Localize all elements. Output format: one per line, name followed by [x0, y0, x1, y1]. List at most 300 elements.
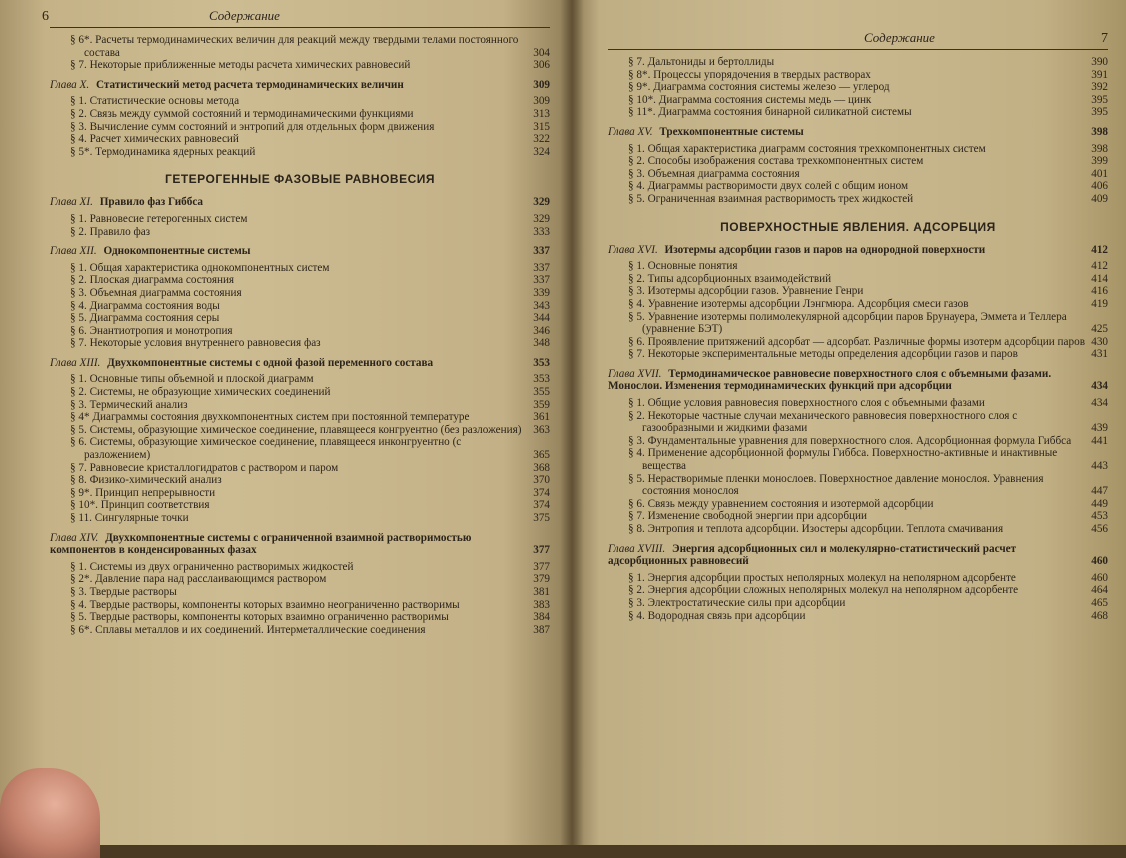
- section-mark: § 4.: [628, 609, 645, 622]
- entry-text: Вычисление сумм состояний и энтропий для отдельных форм движения: [89, 120, 435, 133]
- section-mark: § 1.: [628, 260, 645, 273]
- page-ref: 383: [533, 598, 550, 611]
- entry-title: [50, 573, 528, 586]
- section-entry: [50, 146, 550, 159]
- chapter-label: Глава XIII.: [50, 356, 101, 369]
- entry-text: Изотермы адсорбции газов и паров на однородной поверхности: [664, 243, 986, 256]
- page-ref: 419: [1091, 297, 1108, 310]
- page-number: 7: [1101, 31, 1108, 46]
- page-ref: 412: [1091, 243, 1108, 256]
- entry-text: Общая характеристика однокомпонентных систем: [89, 261, 330, 274]
- entry-title: [608, 473, 1086, 498]
- section-mark: § 10*.: [70, 499, 98, 512]
- page-ref: 441: [1091, 434, 1108, 447]
- page-ref: 343: [533, 299, 550, 312]
- page-ref: 309: [533, 78, 550, 91]
- entry-text: Водородная связь при адсорбции: [647, 609, 806, 622]
- section-mark: § 7.: [628, 348, 645, 361]
- page-ref: 406: [1091, 180, 1108, 193]
- section-entry: [50, 399, 550, 412]
- entry-text: Некоторые условия внутреннего равновесия фаз: [89, 337, 321, 350]
- section-mark: § 1.: [70, 560, 87, 573]
- page-ref: 399: [1091, 155, 1108, 168]
- entry-text: Статистический метод расчета термодинамических величин: [95, 78, 404, 91]
- toc-list: [50, 34, 550, 636]
- section-entry: [608, 510, 1108, 523]
- page-ref: 322: [533, 133, 550, 146]
- chapter-entry: [50, 245, 550, 258]
- page-ref: 401: [1091, 167, 1108, 180]
- chapter-label: Глава XVI.: [608, 243, 658, 256]
- page-ref: 447: [1091, 485, 1108, 498]
- entry-title: [50, 357, 528, 370]
- chapter-entry: [608, 368, 1108, 393]
- entry-title: [608, 285, 1086, 298]
- section-entry: [50, 586, 550, 599]
- chapter-entry: [50, 196, 550, 209]
- entry-title: [50, 462, 528, 475]
- section-mark: § 6.: [628, 497, 645, 510]
- section-mark: § 4.: [70, 133, 87, 146]
- section-entry: [50, 573, 550, 586]
- section-mark: § 3.: [628, 434, 645, 447]
- page-ref: 304: [533, 46, 550, 59]
- entry-text: Энтропия и теплота адсорбции. Изостеры адсорбции. Теплота смачивания: [647, 523, 1004, 535]
- section-entry: [608, 180, 1108, 193]
- entry-text: Равновесие гетерогенных систем: [89, 212, 248, 225]
- entry-text: Расчеты термодинамических величин для реакций между твердыми телами постоянного состава: [84, 34, 519, 59]
- entry-title: [608, 244, 1086, 257]
- page-ref: 355: [533, 386, 550, 399]
- running-title: Содержание: [209, 8, 280, 23]
- section-mark: § 2.: [70, 274, 87, 287]
- entry-title: [50, 373, 528, 386]
- entry-text: Двухкомпонентные системы с одной фазой переменного состава: [107, 356, 434, 369]
- entry-text: Принцип соответствия: [100, 499, 210, 512]
- entry-text: Правило фаз: [89, 225, 151, 238]
- section-entry: [50, 325, 550, 338]
- entry-text: Системы, образующие химическое соединение, плавящееся инконгруентно (с разложением): [84, 436, 462, 462]
- entry-text: Диаграмма состояния системы железо — углерод: [653, 81, 890, 94]
- section-mark: § 3.: [628, 167, 645, 180]
- section-mark: § 2*.: [70, 573, 93, 586]
- entry-title: [608, 368, 1086, 393]
- entry-title: [50, 624, 528, 637]
- chapter-label: Глава X.: [50, 78, 90, 91]
- page-ref: 395: [1091, 93, 1108, 106]
- section-entry: [608, 260, 1108, 273]
- section-entry: [608, 435, 1108, 448]
- book-gutter: [560, 0, 584, 845]
- chapter-entry: [50, 357, 550, 370]
- entry-title: [50, 121, 528, 134]
- section-mark: § 5.: [70, 312, 87, 325]
- entry-text: Энергия адсорбции сложных неполярных молекул на неполярном адсорбенте: [647, 584, 1019, 597]
- entry-text: Связь между уравнением состояния и изотермой адсорбции: [647, 497, 934, 510]
- entry-title: [608, 298, 1086, 311]
- section-entry: [50, 226, 550, 239]
- entry-text: Типы адсорбционных взаимодействий: [647, 272, 832, 285]
- entry-text: Объемная диаграмма состояния: [647, 167, 800, 180]
- entry-title: [50, 79, 528, 92]
- section-mark: § 1.: [70, 261, 87, 274]
- entry-title: [608, 498, 1086, 511]
- entry-text: Основные типы объемной и плоской диаграмм: [89, 373, 314, 386]
- page-ref: 339: [533, 286, 550, 299]
- page-ref: 449: [1091, 497, 1108, 510]
- chapter-label: Глава XIV.: [50, 531, 99, 544]
- entry-text: Применение адсорбционной формулы Гиббса. Поверхностно-активные и инактивные вещества: [642, 447, 1058, 473]
- page-ref: 346: [533, 324, 550, 337]
- entry-text: Системы, образующие химическое соединение, плавящееся конгруентно (без разложения): [89, 423, 522, 436]
- page-ref: 375: [533, 512, 550, 524]
- entry-text: Однокомпонентные системы: [103, 245, 251, 258]
- entry-text: Общая характеристика диаграмм состояния трехкомпонентных систем: [647, 142, 986, 155]
- left-running-head: [42, 8, 550, 28]
- section-mark: § 8.: [70, 474, 87, 487]
- section-mark: § 3.: [70, 120, 87, 133]
- section-entry: [50, 624, 550, 637]
- section-mark: § 7.: [70, 461, 87, 474]
- section-mark: § 3.: [70, 585, 87, 598]
- entry-text: Принцип непрерывности: [95, 486, 216, 499]
- entry-title: [608, 435, 1086, 448]
- entry-title: [608, 610, 1086, 623]
- entry-title: [608, 106, 1086, 119]
- entry-text: Термический анализ: [89, 398, 188, 411]
- page-ref: 412: [1091, 260, 1108, 273]
- page-ref: 430: [1091, 335, 1108, 348]
- section-entry: [50, 287, 550, 300]
- section-entry: [50, 411, 550, 424]
- entry-title: [608, 56, 1086, 69]
- entry-title: [608, 348, 1086, 361]
- section-entry: [608, 155, 1108, 168]
- entry-title: [608, 155, 1086, 168]
- entry-text: Диаграмма состояния воды: [89, 299, 220, 312]
- entry-title: [50, 611, 528, 624]
- section-mark: § 2.: [628, 272, 645, 285]
- section-mark: § 6*.: [70, 34, 93, 46]
- page-ref: 392: [1091, 81, 1108, 94]
- section-entry: [50, 59, 550, 72]
- entry-title: [50, 213, 528, 226]
- entry-text: Системы из двух ограниченно растворимых жидкостей: [89, 560, 354, 573]
- section-entry: [608, 69, 1108, 82]
- page-ref: 353: [533, 373, 550, 386]
- section-entry: [50, 373, 550, 386]
- section-entry: [608, 143, 1108, 156]
- section-mark: § 7.: [628, 56, 645, 68]
- section-mark: § 2.: [628, 409, 645, 422]
- page-ref: 414: [1091, 272, 1108, 285]
- section-mark: § 3.: [70, 286, 87, 299]
- entry-text: Двухкомпонентные системы с ограниченной взаимной растворимостью компонентов в конденсированных фазах: [50, 531, 472, 557]
- section-mark: § 6.: [70, 436, 87, 449]
- entry-title: [608, 260, 1086, 273]
- section-mark: § 7.: [70, 337, 87, 350]
- section-mark: § 2.: [70, 107, 87, 120]
- page-ref: 309: [533, 95, 550, 108]
- entry-text: Уравнение изотермы полимолекулярной адсорбции паров Брунауера, Эммета и Теллера (уравнение БЭТ): [642, 310, 1067, 336]
- page-ref: 324: [533, 145, 550, 158]
- entry-title: [50, 561, 528, 574]
- page-ref: 460: [1091, 571, 1108, 584]
- section-mark: § 11.: [70, 512, 92, 524]
- section-entry: [50, 386, 550, 399]
- entry-text: Некоторые приближенные методы расчета химических равновесий: [89, 59, 411, 72]
- entry-text: Основные понятия: [647, 260, 738, 273]
- page-ref: 329: [533, 196, 550, 209]
- entry-title: [608, 597, 1086, 610]
- section-entry: [608, 523, 1108, 536]
- section-entry: [608, 473, 1108, 498]
- section-mark: § 10*.: [628, 93, 656, 106]
- entry-title: [50, 512, 528, 525]
- page-ref: 456: [1091, 523, 1108, 535]
- section-entry: [608, 584, 1108, 597]
- chapter-entry: [608, 126, 1108, 139]
- entry-title: [50, 245, 528, 258]
- section-entry: [50, 487, 550, 500]
- section-entry: [608, 56, 1108, 69]
- entry-text: Давление пара над расслаивающимся раствором: [95, 573, 327, 586]
- entry-text: Физико-химический анализ: [89, 474, 222, 487]
- chapter-entry: [50, 79, 550, 92]
- section-mark: § 1.: [628, 397, 645, 410]
- section-entry: [50, 213, 550, 226]
- entry-title: [50, 262, 528, 275]
- section-mark: § 6.: [70, 324, 87, 337]
- page-ref: 439: [1091, 422, 1108, 435]
- entry-title: [608, 543, 1086, 568]
- section-mark: § 2.: [628, 155, 645, 168]
- entry-text: Сингулярные точки: [94, 512, 189, 524]
- page-ref: 416: [1091, 285, 1108, 298]
- entry-title: [50, 108, 528, 121]
- section-entry: [608, 311, 1108, 336]
- section-entry: [608, 498, 1108, 511]
- section-mark: § 7.: [628, 510, 645, 523]
- chapter-entry: [50, 532, 550, 557]
- entry-title: [50, 95, 528, 108]
- left-page-content: [42, 8, 550, 636]
- entry-title: [50, 226, 528, 239]
- page-ref: 464: [1091, 584, 1108, 597]
- entry-title: [608, 523, 1086, 536]
- entry-text: Изменение свободной энергии при адсорбции: [647, 510, 867, 523]
- page-ref: 434: [1091, 397, 1108, 410]
- section-mark: § 5.: [70, 423, 87, 436]
- section-entry: [50, 95, 550, 108]
- page-ref: 460: [1091, 555, 1108, 568]
- toc-list: [608, 56, 1108, 622]
- page-ref: 390: [1091, 56, 1108, 68]
- right-page: [572, 0, 1126, 845]
- entry-text: Дальтониды и бертоллиды: [647, 56, 775, 68]
- entry-title: [608, 143, 1086, 156]
- page-ref: 368: [533, 461, 550, 474]
- section-entry: [608, 336, 1108, 349]
- entry-title: [608, 94, 1086, 107]
- entry-title: [608, 447, 1086, 472]
- page-ref: 315: [533, 120, 550, 133]
- entry-text: Электростатические силы при адсорбции: [647, 596, 846, 609]
- section-mark: § 9*.: [70, 486, 93, 499]
- page-ref: 379: [533, 573, 550, 586]
- entry-text: Способы изображения состава трехкомпонентных систем: [647, 155, 924, 168]
- page-ref: 381: [533, 585, 550, 598]
- entry-title: [50, 274, 528, 287]
- entry-title: [50, 474, 528, 487]
- section-mark: § 6*.: [70, 623, 93, 636]
- chapter-label: Глава XVIII.: [608, 542, 666, 555]
- entry-text: Диаграмма состояния системы медь — цинк: [658, 93, 872, 106]
- section-entry: [50, 274, 550, 287]
- entry-title: [50, 599, 528, 612]
- entry-text: Диаграммы растворимости двух солей с общим ионом: [647, 180, 909, 193]
- page-ref: 409: [1091, 192, 1108, 205]
- section-entry: [50, 424, 550, 437]
- page-ref: 333: [533, 225, 550, 238]
- section-entry: [50, 474, 550, 487]
- entry-title: [50, 337, 528, 350]
- page-ref: 398: [1091, 125, 1108, 138]
- entry-title: [50, 487, 528, 500]
- entry-title: [50, 196, 528, 209]
- page-ref: 425: [1091, 323, 1108, 336]
- entry-title: [608, 180, 1086, 193]
- section-entry: [608, 273, 1108, 286]
- section-entry: [608, 610, 1108, 623]
- entry-title: [608, 168, 1086, 181]
- entry-text: Связь между суммой состояний и термодинамическими функциями: [89, 107, 414, 120]
- entry-text: Твердые растворы: [89, 585, 177, 598]
- entry-text: Фундаментальные уравнения для поверхностного слоя. Адсорбционная формула Гиббса: [647, 434, 1072, 447]
- page-ref: 391: [1091, 68, 1108, 81]
- section-entry: [50, 108, 550, 121]
- page-ref: 337: [533, 261, 550, 274]
- entry-text: Трехкомпонентные системы: [659, 125, 804, 138]
- entry-text: Термодинамика ядерных реакций: [95, 145, 256, 158]
- entry-text: Диаграммы состояния двухкомпонентных систем при постоянной температуре: [92, 411, 470, 424]
- section-mark: § 5*.: [70, 145, 93, 158]
- section-mark: § 3.: [70, 398, 87, 411]
- right-page-content: [608, 30, 1108, 622]
- section-entry: [50, 436, 550, 461]
- entry-text: Объемная диаграмма состояния: [89, 286, 242, 299]
- entry-title: [50, 312, 528, 325]
- section-entry: [608, 348, 1108, 361]
- page-ref: 465: [1091, 596, 1108, 609]
- entry-title: [50, 59, 528, 72]
- section-mark: § 8.: [628, 523, 645, 535]
- section-entry: [50, 512, 550, 525]
- section-entry: [50, 34, 550, 59]
- page-ref: 337: [533, 245, 550, 258]
- right-running-head: [608, 30, 1108, 50]
- section-entry: [608, 106, 1108, 119]
- entry-title: [50, 499, 528, 512]
- section-mark: § 4.: [628, 180, 645, 193]
- page-ref: 359: [533, 398, 550, 411]
- entry-text: Энантиотропия и монотропия: [89, 324, 233, 337]
- section-mark: § 2.: [628, 584, 645, 597]
- section-mark: § 3.: [628, 596, 645, 609]
- section-entry: [50, 300, 550, 313]
- section-mark: § 1.: [70, 95, 87, 108]
- entry-text: Некоторые частные случаи механического равновесия поверхностного слоя с газообразными и жидкими фазами: [642, 409, 1018, 435]
- entry-title: [50, 300, 528, 313]
- section-mark: § 1.: [70, 212, 87, 225]
- running-title: Содержание: [864, 30, 935, 45]
- chapter-label: Глава XVII.: [608, 367, 662, 380]
- entry-text: Твердые растворы, компоненты которых взаимно ограниченно растворимы: [89, 611, 449, 624]
- entry-title: [608, 336, 1086, 349]
- entry-title: [50, 532, 528, 557]
- entry-text: Энергия адсорбции простых неполярных молекул на неполярном адсорбенте: [647, 571, 1016, 584]
- entry-title: [50, 411, 528, 424]
- section-mark: § 6.: [628, 335, 645, 348]
- section-mark: § 4.: [70, 299, 87, 312]
- entry-text: Системы, не образующие химических соединений: [89, 386, 331, 399]
- section-mark: § 9*.: [628, 81, 651, 94]
- entry-title: [608, 126, 1086, 139]
- page-ref: 365: [533, 449, 550, 462]
- section-entry: [608, 168, 1108, 181]
- entry-text: Плоская диаграмма состояния: [89, 274, 235, 287]
- section-entry: [608, 94, 1108, 107]
- page-ref: 329: [533, 212, 550, 225]
- entry-title: [608, 572, 1086, 585]
- section-entry: [608, 572, 1108, 585]
- entry-text: Статистические основы метода: [89, 95, 240, 108]
- page-number: 6: [42, 9, 49, 24]
- entry-title: [50, 436, 528, 461]
- entry-text: Энергия адсорбционных сил и молекулярно-статистический расчет адсорбционных равновесий: [608, 542, 1017, 568]
- entry-title: [608, 397, 1086, 410]
- section-entry: [608, 193, 1108, 206]
- entry-text: Уравнение изотермы адсорбции Лэнгмюра. Адсорбция смеси газов: [647, 297, 969, 310]
- page-ref: 353: [533, 356, 550, 369]
- entry-title: [50, 586, 528, 599]
- chapter-label: Глава XV.: [608, 125, 653, 138]
- entry-text: Термодинамическое равновесие поверхностного слоя с объемными фазами. Монослои. Изменения термодинамических функций при адсорбции: [608, 367, 1052, 393]
- section-entry: [608, 298, 1108, 311]
- entry-title: [50, 325, 528, 338]
- entry-text: Некоторые экспериментальные методы определения адсорбции газов и паров: [647, 348, 1018, 361]
- section-entry: [50, 121, 550, 134]
- entry-text: Равновесие кристаллогидратов с раствором и паром: [89, 461, 339, 474]
- page-ref: 370: [533, 474, 550, 487]
- entry-title: [50, 424, 528, 437]
- section-mark: § 1.: [628, 142, 645, 155]
- section-entry: [50, 611, 550, 624]
- entry-text: Диаграмма состояния бинарной силикатной системы: [658, 106, 912, 119]
- page-ref: 443: [1091, 460, 1108, 473]
- entry-title: [608, 510, 1086, 523]
- section-mark: § 5.: [628, 310, 645, 323]
- entry-title: [608, 193, 1086, 206]
- entry-text: Расчет химических равновесий: [89, 133, 239, 146]
- entry-text: Правило фаз Гиббса: [99, 196, 204, 209]
- section-entry: [50, 312, 550, 325]
- page-ref: 434: [1091, 380, 1108, 393]
- page-ref: 361: [533, 411, 550, 424]
- page-ref: 384: [533, 611, 550, 624]
- section-entry: [608, 285, 1108, 298]
- entry-title: [50, 399, 528, 412]
